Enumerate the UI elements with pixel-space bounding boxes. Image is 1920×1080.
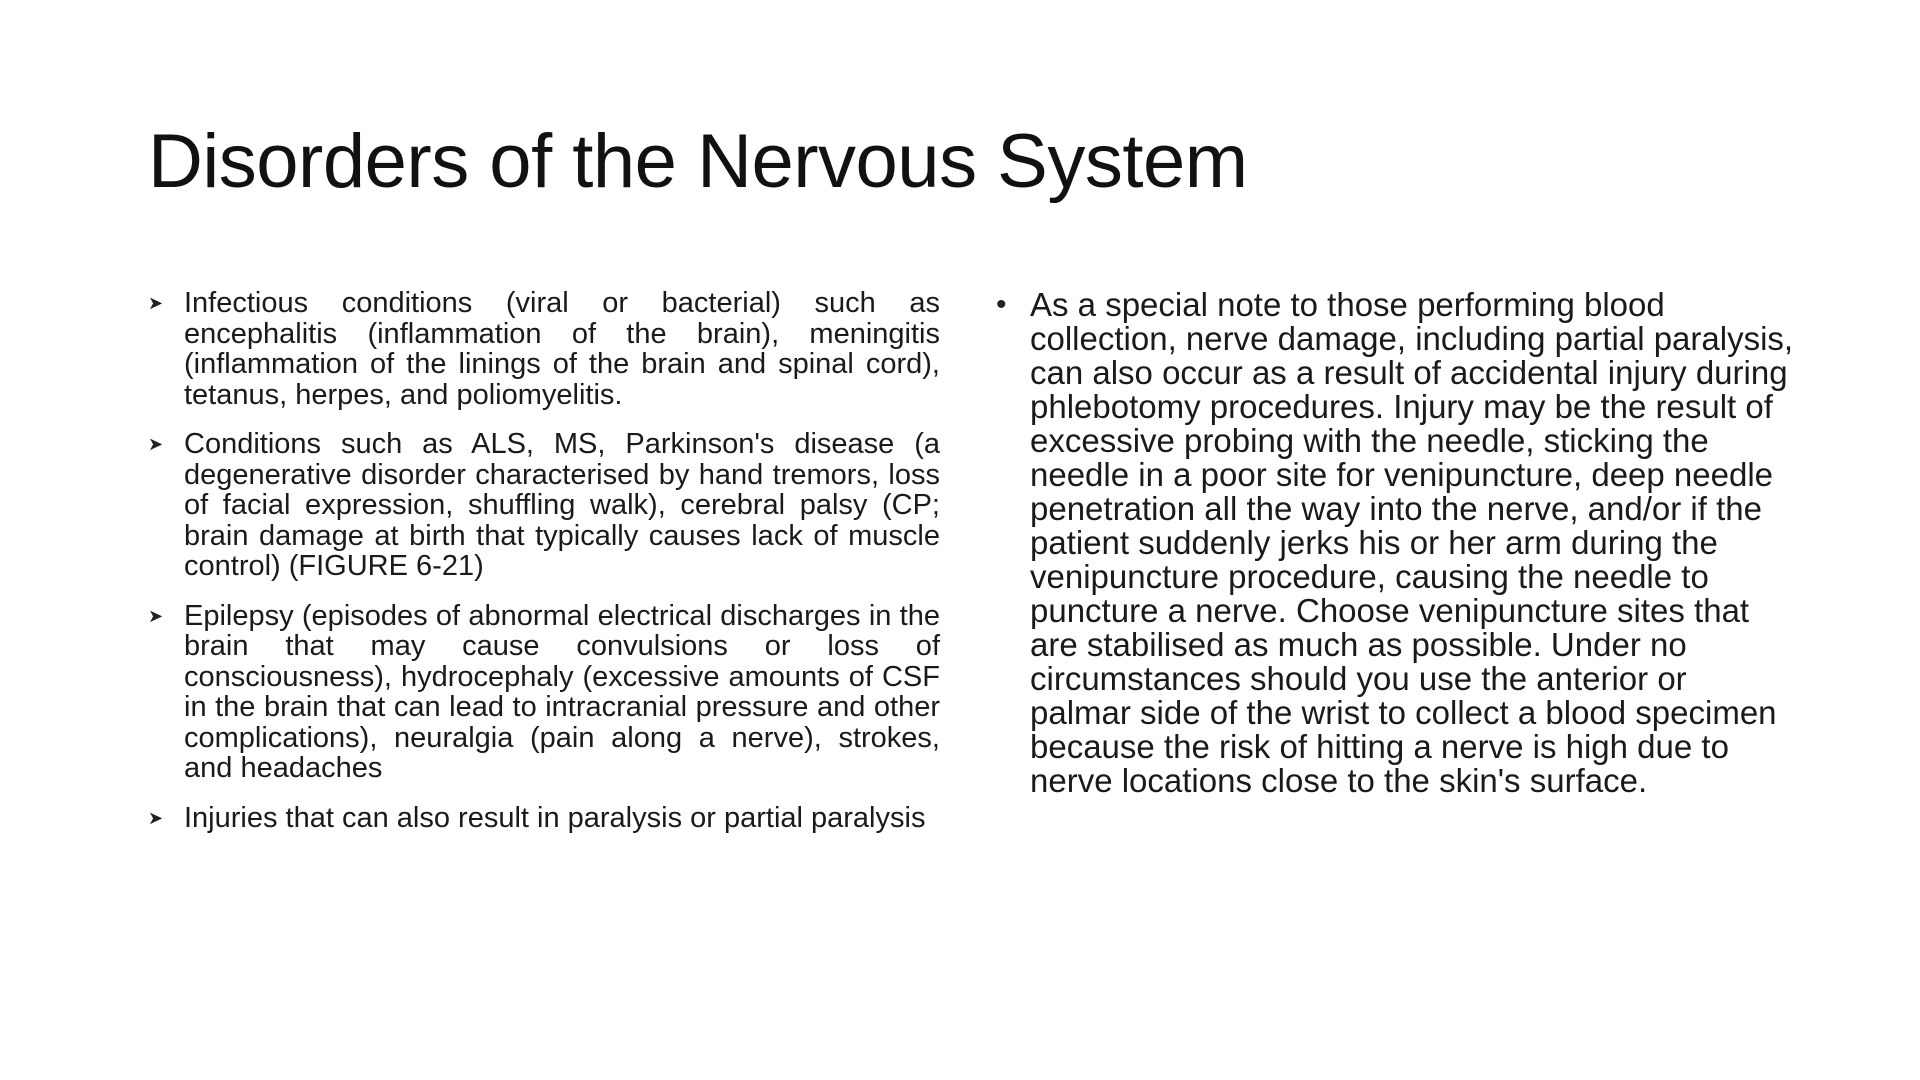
list-item <box>148 429 940 582</box>
arrowhead-bullet-icon: ➤ <box>148 807 164 828</box>
list-item-text: Conditions such as ALS, MS, Parkinson's disease (a degenerative disorder characterised by hand tremors, loss of facial expression, shuffling walk), cerebral palsy (CP; brain damage at birth that typically causes lack of muscle control) (FIGURE 6-21) <box>184 428 940 582</box>
list-item <box>148 601 940 784</box>
slide-title: Disorders of the Nervous System <box>148 119 1248 204</box>
arrowhead-bullet-icon: ➤ <box>148 434 164 454</box>
list-item-text: Infectious conditions (viral or bacterial) such as encephalitis (inflammation of the brain), meningitis (inflammation of the linings of the brain and spinal cord), tetanus, herpes, and poliomyelitis. <box>184 287 940 411</box>
right-bullet-list <box>996 288 1796 798</box>
left-bullet-list <box>148 288 940 852</box>
list-item <box>148 288 940 410</box>
round-bullet-icon: • <box>996 288 1007 321</box>
list-item-text: Injuries that can also result in paralysis or partial paralysis <box>184 801 926 834</box>
list-item-text: As a special note to those performing blood collection, nerve damage, including partial paralysis, can also occur as a result of accidental injury during phlebotomy procedures. Injury may be the result of excessive probing with the needle, sticking the needle in a poor site for venipuncture, deep needle penetration all the way into the nerve, and/or if the patient suddenly jerks his or her arm during the venipuncture procedure, causing the needle to puncture a nerve. Choose venipuncture sites that are stabilised as much as possible. Under no circumstances should you use the anterior or palmar side of the wrist to collect a blood specimen because the risk of hitting a nerve is high due to nerve locations close to the skin's surface. <box>1030 286 1794 799</box>
list-item <box>148 803 940 834</box>
list-item-text: Epilepsy (episodes of abnormal electrical discharges in the brain that may cause convulsions or loss of consciousness), hydrocephaly (excessive amounts of CSF in the brain that can lead to intracranial pressure and other complications), neuralgia (pain along a nerve), strokes, and headaches <box>184 599 940 784</box>
arrowhead-bullet-icon: ➤ <box>148 293 164 313</box>
list-item <box>996 288 1796 798</box>
arrowhead-bullet-icon: ➤ <box>148 605 164 626</box>
